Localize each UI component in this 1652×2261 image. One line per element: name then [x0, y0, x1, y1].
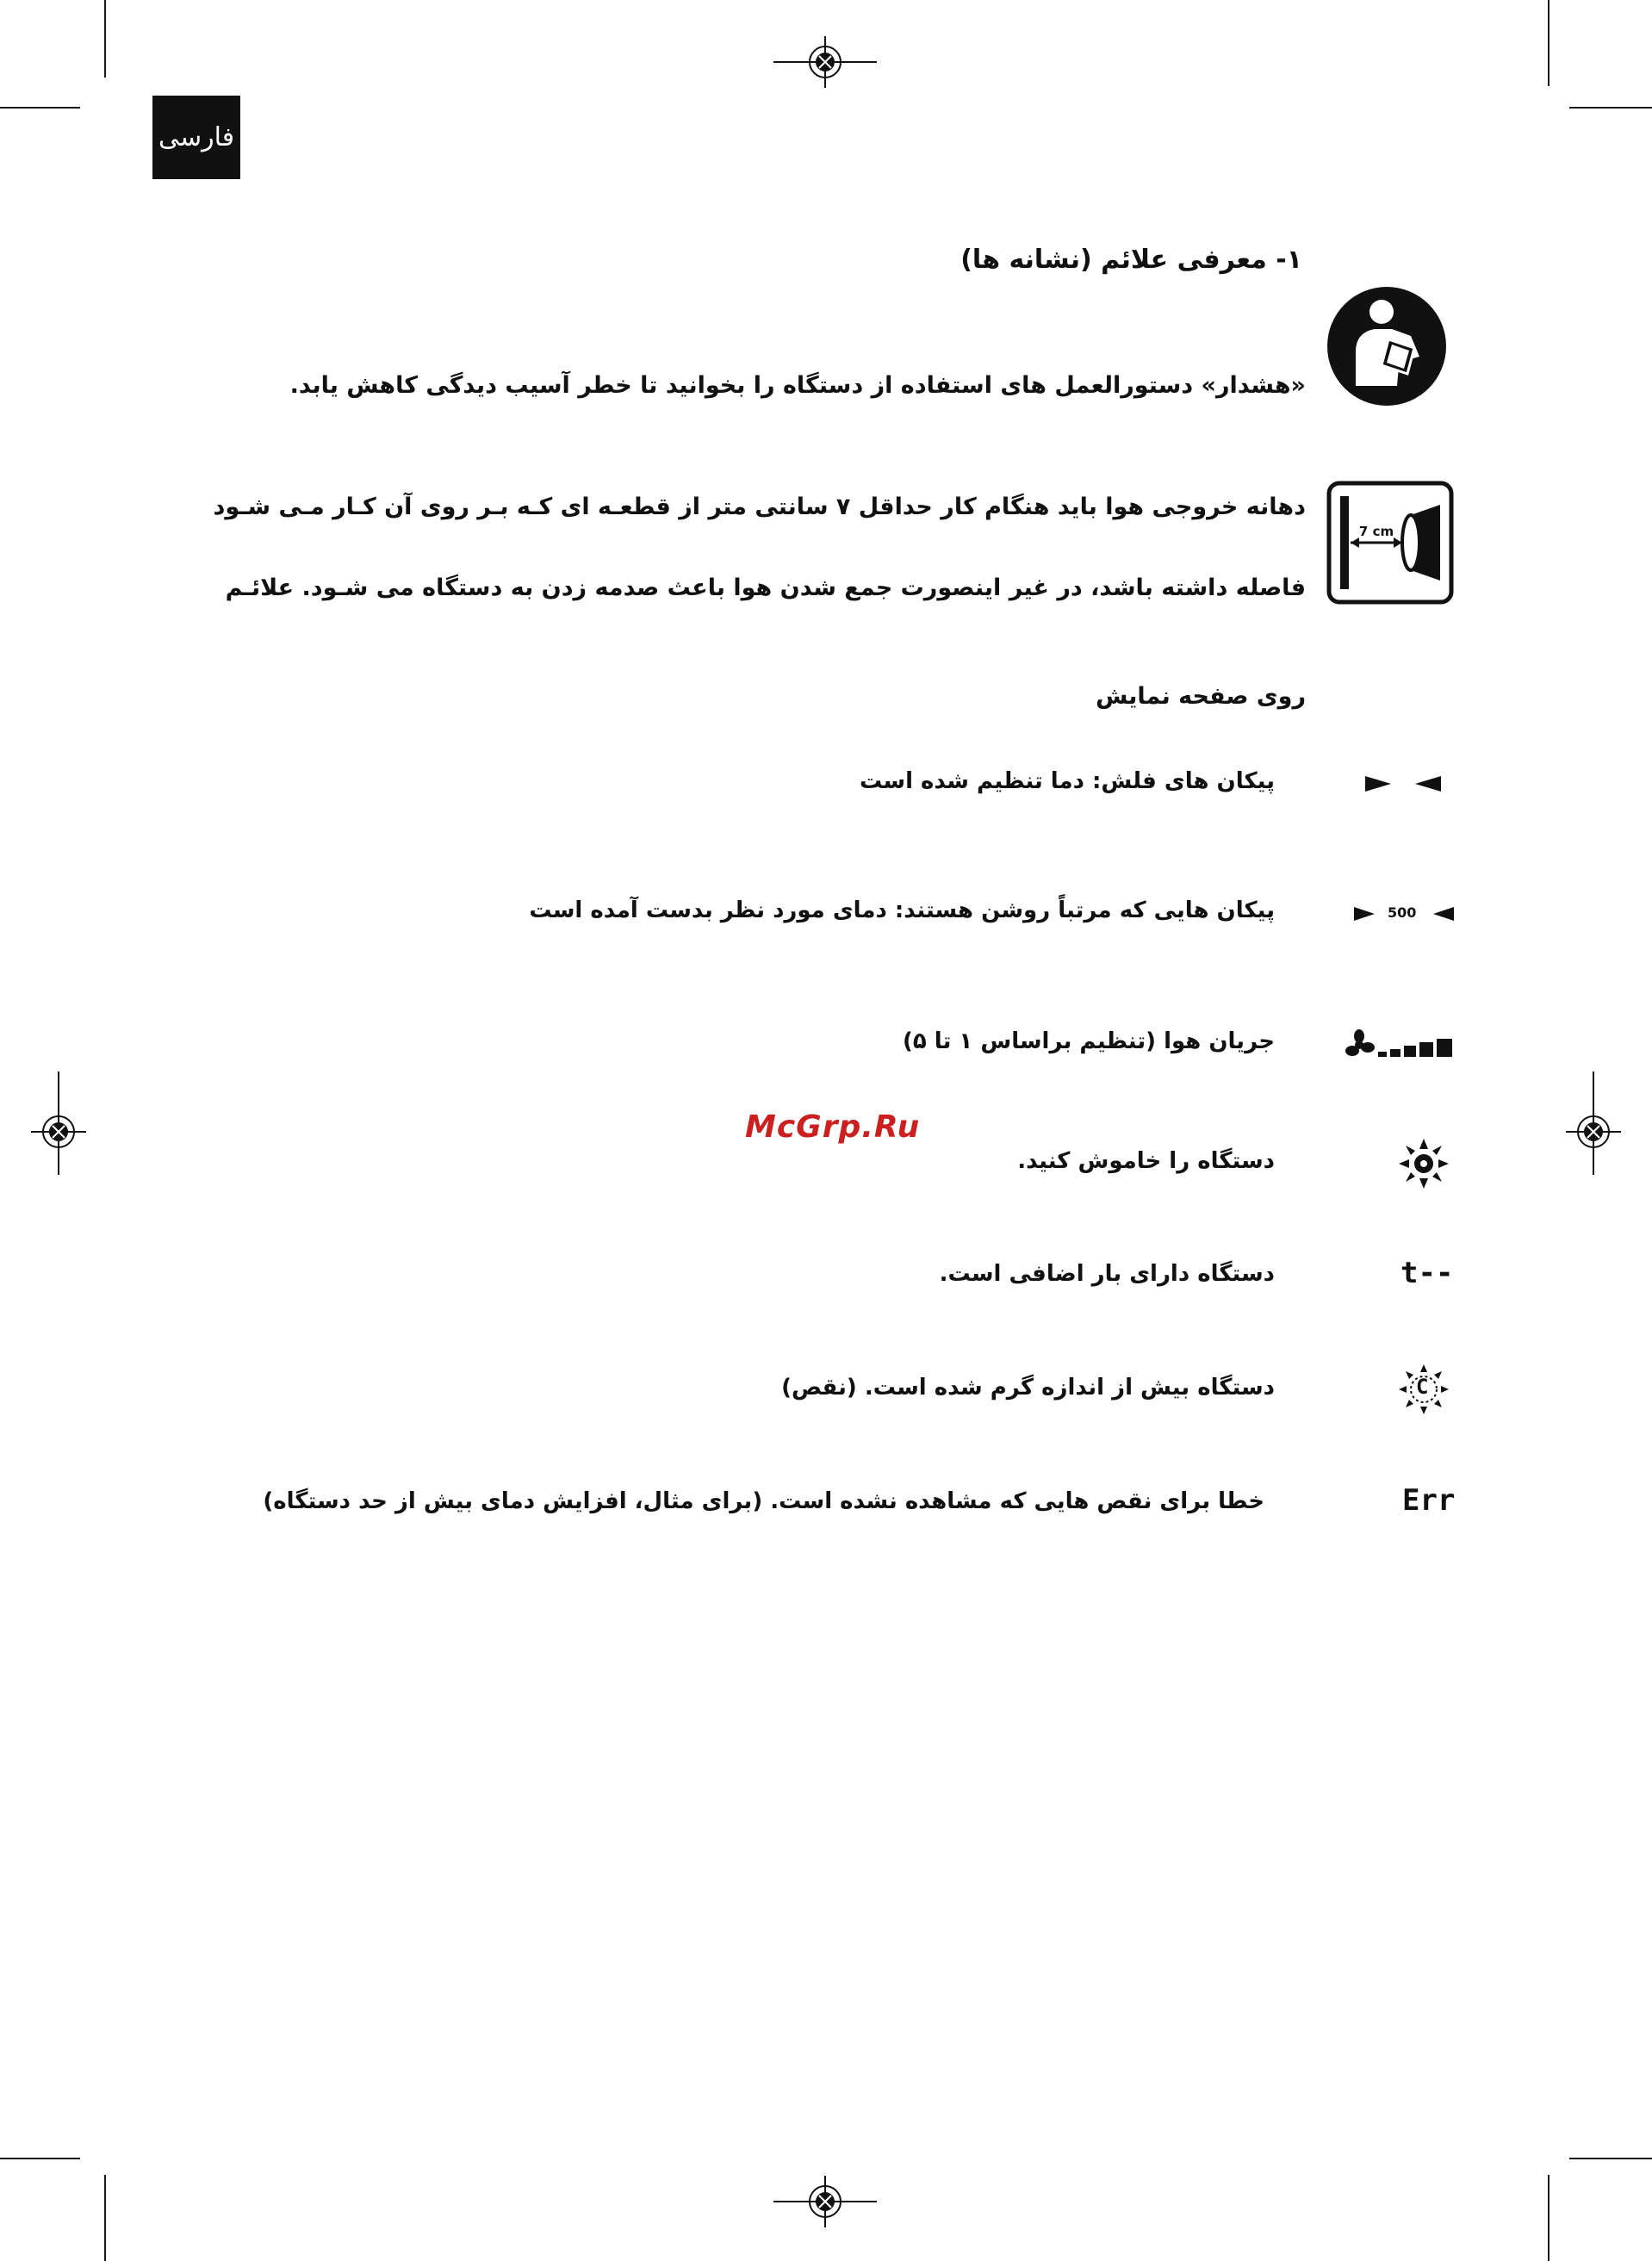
crop-mark	[104, 0, 106, 78]
arrow-left-icon	[1433, 904, 1454, 924]
snowflake-icon	[1397, 1137, 1450, 1190]
crop-mark	[104, 2175, 106, 2261]
blinking-value: 500	[1388, 904, 1417, 921]
crop-mark	[0, 107, 80, 109]
symbol-3-text: جریان هوا (تنظیم براساس ۱ تا ۵)	[902, 1028, 1275, 1054]
symbol-1-text: پیکان های فلش: دما تنظیم شده است	[859, 768, 1275, 794]
arrows-icon	[1363, 771, 1443, 797]
crop-mark	[1548, 2175, 1550, 2261]
registration-mark-bottom	[773, 2174, 877, 2229]
crop-mark	[1569, 2158, 1652, 2159]
airflow-icon	[1344, 1028, 1454, 1061]
registration-mark-right	[1566, 1071, 1621, 1175]
crop-mark	[0, 2158, 80, 2159]
crop-mark	[1569, 107, 1652, 109]
display-heading: روی صفحه نمایش	[1096, 683, 1306, 710]
nozzle-distance-label: 7 cm	[1358, 524, 1394, 539]
overload-icon: t--	[1400, 1256, 1454, 1290]
nozzle-text-line-1: دهانه خروجی هوا باید هنگام کار حداقل ۷ سانتی متر از قطعـه ای کـه بـر روی آن کـار مـی شـود	[213, 494, 1306, 520]
language-tab: فارسی	[152, 96, 240, 179]
read-manual-icon	[1325, 284, 1449, 408]
warning-text: «هشدار» دستورالعمل های استفاده از دستگاه را بخوانید تا خطر آسیب دیدگی کاهش یابد.	[289, 372, 1306, 399]
nozzle-distance-icon	[1326, 481, 1454, 605]
nozzle-text-line-2: فاصله داشته باشد، در غیر اینصورت جمع شدن هوا باعث صدمه زدن به دستگاه می شـود. علائـم	[225, 575, 1306, 601]
overheat-code: C	[1416, 1375, 1429, 1399]
registration-mark-left	[31, 1071, 86, 1175]
symbol-4-text: دستگاه را خاموش کنید.	[1017, 1148, 1275, 1174]
watermark: McGrp.Ru	[745, 1109, 921, 1145]
registration-mark-top	[773, 34, 877, 90]
arrow-right-icon	[1354, 904, 1375, 924]
symbol-2-text: پیکان هایی که مرتباً روشن هستند: دمای مورد نظر بدست آمده است	[529, 898, 1275, 923]
blinking-arrows-icon	[1354, 901, 1456, 927]
symbol-6-text: دستگاه بیش از اندازه گرم شده است. (نقص)	[781, 1375, 1275, 1401]
overheat-icon	[1397, 1363, 1450, 1416]
crop-mark	[1548, 0, 1550, 86]
error-icon: Err	[1402, 1483, 1456, 1518]
symbol-5-text: دستگاه دارای بار اضافی است.	[939, 1261, 1275, 1287]
section-title: ۱- معرفی علائم (نشانه ها)	[960, 245, 1302, 275]
symbol-7-text: خطا برای نقص هایی که مشاهده نشده است. (برای مثال، افزایش دمای بیش از حد دستگاه)	[263, 1488, 1264, 1514]
